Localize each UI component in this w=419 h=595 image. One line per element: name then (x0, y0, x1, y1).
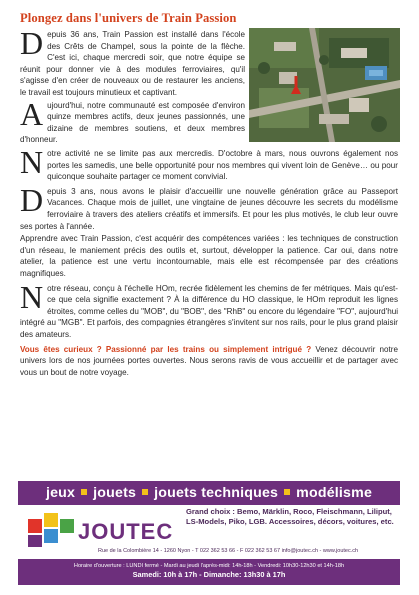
paragraph-text: epuis 36 ans, Train Passion est installé dans l'école des Crêts de Champel, sous la pointe de la flèche. C'est ici, chaque mercredi soir, que notre équipe se réunit pour donner vie à des modules ferroviaires, qu'il s'agisse d'en créer de nouveaux ou de restaurer les anciens, le travail est toujours minutieux et captivant. (20, 30, 245, 97)
ad-category-banner (18, 481, 400, 505)
ad-body (18, 505, 400, 559)
paragraph-text: otre activité ne se limite pas aux mercredis. D'octobre à mars, nous ouvrons également nos portes les samedis, une belle opportunité pour nos membres qui vivent loin de Genève… ou pour quiconque souhaite partager ce moment convivial. (47, 149, 398, 182)
drop-cap: A (20, 95, 44, 132)
drop-cap: N (20, 144, 44, 180)
aerial-photo-image (249, 28, 400, 142)
paragraph-1 (20, 25, 245, 99)
bullet-square-icon (284, 489, 290, 495)
drop-cap: D (20, 181, 44, 218)
ad-contact: info@joutec.ch - www.joutec.ch (281, 548, 359, 554)
highlight-question: Vous êtes curieux ? Passionné par les trains ou simplement intrigué ? (20, 344, 312, 354)
ad-address-line: Rue de la Colombière 14 - 1260 Nyon - T 022 362 53 66 - F 022 362 53 67 (98, 548, 281, 554)
article-left-column (20, 25, 245, 146)
paragraph-text: Venez découvrir notre univers lors de nos journées portes ouvertes. Nous serons ravis de vous accueillir et de partager avec vous un bout de notre voyage. (20, 344, 398, 377)
paragraph-4 (20, 181, 398, 232)
ad-hours-weekend: Samedi: 10h à 17h - Dimanche: 13h30 à 17h (132, 570, 286, 579)
joutec-cube-logo-icon (26, 509, 78, 549)
paragraph-2 (20, 95, 245, 146)
joutec-logo: JOUTEC (78, 519, 174, 544)
ad-word: jouets (93, 485, 137, 501)
ad-word: jouets techniques (154, 485, 279, 501)
paragraph-text: ujourd'hui, notre communauté est composée d'environ quinze membres actifs, deux jeunes passionnés, une dizaine de membres soutiens, et deux membres d'honneur. (20, 100, 245, 145)
paragraph-text: otre réseau, conçu à l'échelle HOm, recrée fidèlement les chemins de fer métriques. Mais qu'est-ce que cela signifie exactement ? À la différence du HO classique, le HOm reproduit les lignes étroites, comme celles du "MOB", du "BOB", des "RhB" ou encore du légendaire "FO", aujourd'hui intégré au "MGB". Et parfois, des compagnies étrangères s'invitent sur nos rails, pour le plus grand plaisir des amateurs. (20, 283, 398, 339)
drop-cap: D (20, 25, 44, 61)
ad-address (98, 548, 358, 554)
ad-word: modélisme (296, 485, 373, 501)
aerial-photo (249, 28, 400, 142)
paragraph-text: epuis 3 ans, nous avons le plaisir d'accueillir une nouvelle génération grâce au Passeport Vacances. Chaque mois de juillet, une vingtaine de jeunes découvre les secrets du modélisme ferroviaire à travers des ateliers créatifs et immersifs. Et pour les plus motivés, le club leur ouvre ses portes à l'année. (20, 186, 398, 231)
paragraph-7 (20, 344, 398, 379)
paragraph-5: Apprendre avec Train Passion, c'est acquérir des compétences variées : les techniques de construction d'un réseau, le maniement précis des outils et, surtout, développer la patience. Car oui, dans notre atelier, la patience est une vertu incontournable, mais elle est récompensée par des créations magnifiques. (20, 234, 398, 278)
bullet-square-icon (81, 489, 87, 495)
drop-cap: N (20, 278, 44, 315)
ad-word: jeux (45, 485, 76, 501)
paragraph-6 (20, 278, 398, 341)
ad-brands: Grand choix : Bemo, Märklin, Roco, Fleischmann, Liliput, LS-Models, Piko, LGB. Accessoires, décors, voitures, etc. (186, 507, 394, 526)
article-title: Plongez dans l'univers de Train Passion (20, 11, 237, 25)
joutec-advertisement (18, 481, 400, 585)
paragraph-3 (20, 144, 398, 183)
ad-hours-line: Horaire d'ouverture : LUNDI fermé - Mardi au jeudi l'après-midi: 14h-18h - Vendredi: 10h30-12h30 et 14h-18h (73, 563, 345, 569)
article-full-width (20, 144, 398, 378)
bullet-square-icon (142, 489, 148, 495)
ad-hours-banner (18, 559, 400, 585)
